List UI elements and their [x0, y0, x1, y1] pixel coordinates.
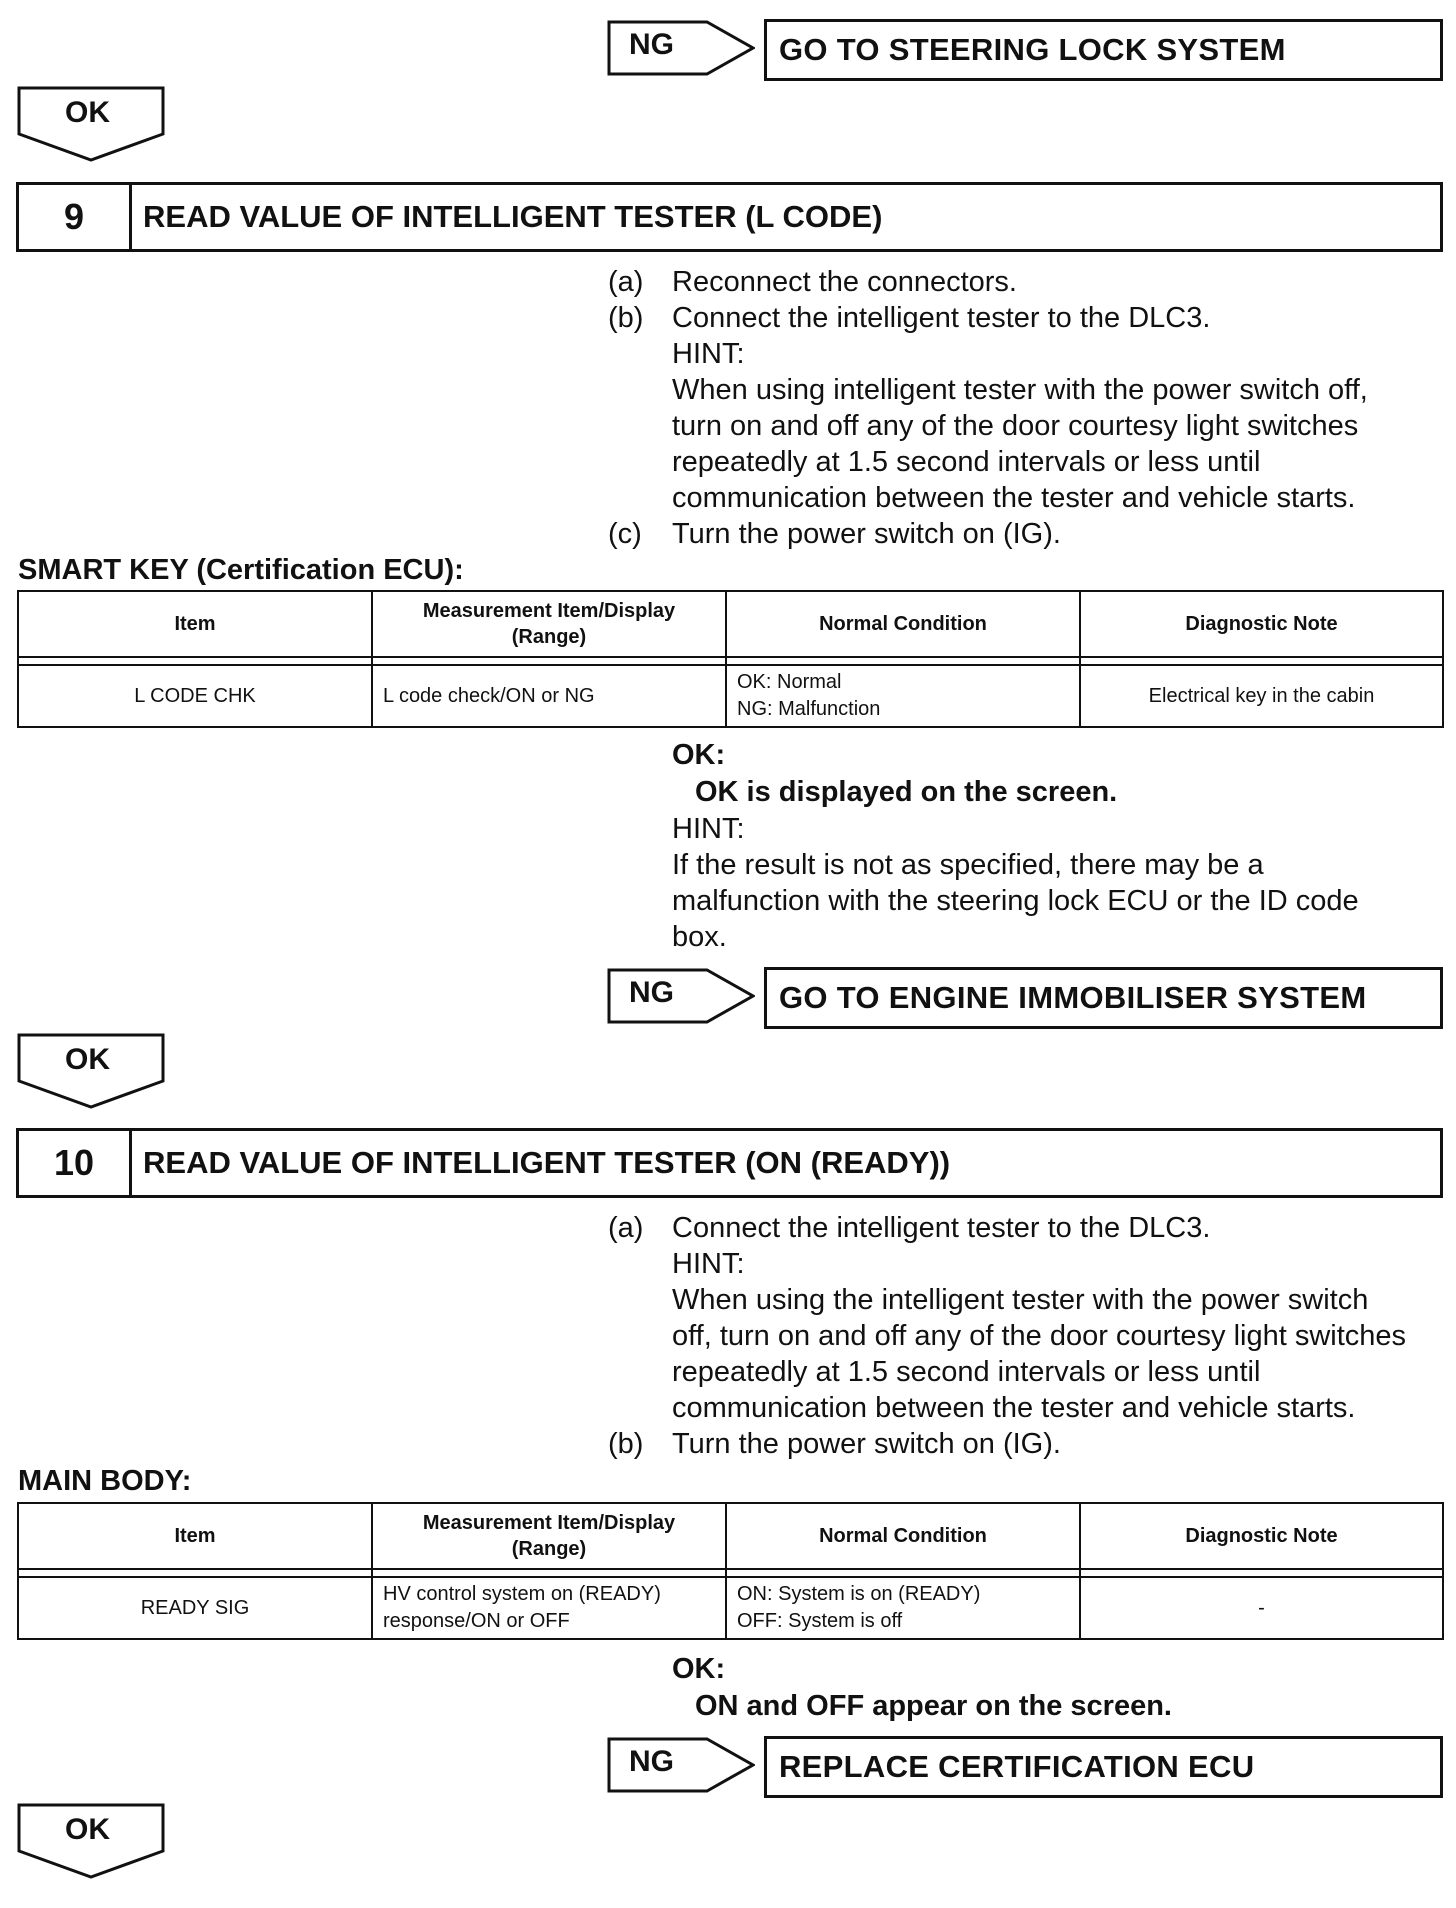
ok-label: OK: [65, 1813, 110, 1846]
header-line: Measurement Item/Display: [422, 1512, 676, 1534]
step9-hint-line: repeatedly at 1.5 second intervals or less until: [672, 446, 1261, 478]
step9-hint2-label: HINT:: [672, 813, 745, 845]
ng-label: NG: [629, 976, 674, 1009]
main-body-table-title: MAIN BODY:: [18, 1465, 192, 1497]
table-row: [18, 1577, 1443, 1639]
table-header-row: [18, 591, 1443, 657]
step9-hint-label: HINT:: [672, 338, 745, 370]
ng-label: NG: [629, 1745, 674, 1778]
step-10-header: [16, 1128, 1443, 1198]
step10-hint-line: off, turn on and off any of the door courtesy light switches: [672, 1320, 1407, 1352]
step9-b-text: Connect the intelligent tester to the DLC3.: [672, 302, 1211, 334]
step9-hint2-line: If the result is not as specified, there may be a: [672, 849, 1264, 881]
step9-b-label: (b): [608, 302, 644, 334]
ng-label: NG: [629, 28, 674, 61]
table-row: [18, 665, 1443, 727]
col-note-header: Diagnostic Note: [1080, 1503, 1443, 1569]
cell-line: HV control system on (READY): [383, 1583, 661, 1605]
ok-label: OK: [65, 1043, 110, 1076]
ng-arrow-1: [607, 20, 755, 76]
cell-line: ON: System is on (READY): [737, 1583, 981, 1605]
step10-b-label: (b): [608, 1428, 644, 1460]
step9-hint-line: When using intelligent tester with the power switch off,: [672, 374, 1368, 406]
step9-hint-line: communication between the tester and vehicle starts.: [672, 482, 1356, 514]
step10-a-label: (a): [608, 1212, 644, 1244]
step10-ok-text: ON and OFF appear on the screen.: [695, 1690, 1172, 1722]
col-measurement-header: [372, 1503, 726, 1569]
header-line: Measurement Item/Display: [422, 600, 676, 622]
step9-ok-text: OK is displayed on the screen.: [695, 776, 1118, 808]
cell-normal: [726, 665, 1080, 727]
step9-c-label: (c): [608, 518, 642, 550]
cell-line: OK: Normal: [737, 671, 842, 693]
step9-hint2-line: malfunction with the steering lock ECU or the ID code: [672, 885, 1359, 917]
ng-result-text: GO TO STEERING LOCK SYSTEM: [779, 32, 1286, 67]
ok-arrow-2: [17, 1033, 165, 1109]
ng-result-replace-ecu[interactable]: [764, 1736, 1443, 1798]
col-measurement-header: [372, 591, 726, 657]
step10-hint-line: repeatedly at 1.5 second intervals or less until: [672, 1356, 1261, 1388]
step9-c-text: Turn the power switch on (IG).: [672, 518, 1061, 550]
col-normal-header: Normal Condition: [726, 1503, 1080, 1569]
header-line: (Range): [511, 1538, 587, 1560]
col-item-header: Item: [18, 1503, 372, 1569]
ng-arrow-3: [607, 1737, 755, 1793]
col-item-header: Item: [18, 591, 372, 657]
ok-arrow-3: [17, 1803, 165, 1879]
step9-ok-label: OK:: [672, 739, 726, 771]
step10-ok-label: OK:: [672, 1653, 726, 1685]
step9-a-label: (a): [608, 266, 644, 298]
step-title: READ VALUE OF INTELLIGENT TESTER (ON (READY)): [143, 1145, 951, 1180]
step-9-header: [16, 182, 1443, 252]
ng-result-steering-lock[interactable]: [764, 19, 1443, 81]
ng-arrow-2: [607, 968, 755, 1024]
step-number: 9: [19, 185, 132, 249]
step-title: READ VALUE OF INTELLIGENT TESTER (L CODE): [143, 199, 883, 234]
ok-arrow-1: [17, 86, 165, 162]
cell-line: OFF: System is off: [737, 1610, 903, 1632]
cell-note: Electrical key in the cabin: [1080, 665, 1443, 727]
step9-hint-line: turn on and off any of the door courtesy light switches: [672, 410, 1359, 442]
step10-b-text: Turn the power switch on (IG).: [672, 1428, 1061, 1460]
step9-a-text: Reconnect the connectors.: [672, 266, 1017, 298]
col-note-header: Diagnostic Note: [1080, 591, 1443, 657]
ok-label: OK: [65, 96, 110, 129]
header-line: (Range): [511, 626, 587, 648]
ng-result-immobiliser[interactable]: [764, 967, 1443, 1029]
cell-normal: [726, 1577, 1080, 1639]
table-header-row: [18, 1503, 1443, 1569]
step10-a-text: Connect the intelligent tester to the DLC3.: [672, 1212, 1211, 1244]
cell-line: NG: Malfunction: [737, 698, 881, 720]
smart-key-table: [17, 590, 1444, 728]
cell-measurement: L code check/ON or NG: [372, 665, 726, 727]
ng-result-text: GO TO ENGINE IMMOBILISER SYSTEM: [779, 980, 1367, 1015]
step10-hint-line: When using the intelligent tester with the power switch: [672, 1284, 1369, 1316]
ng-result-text: REPLACE CERTIFICATION ECU: [779, 1749, 1255, 1784]
cell-item: L CODE CHK: [18, 665, 372, 727]
step10-hint-label: HINT:: [672, 1248, 745, 1280]
cell-note: -: [1080, 1577, 1443, 1639]
step10-hint-line: communication between the tester and vehicle starts.: [672, 1392, 1356, 1424]
main-body-table: [17, 1502, 1444, 1640]
col-normal-header: Normal Condition: [726, 591, 1080, 657]
step9-hint2-line: box.: [672, 921, 727, 953]
step-number: 10: [19, 1131, 132, 1195]
cell-line: response/ON or OFF: [383, 1610, 570, 1632]
cell-item: READY SIG: [18, 1577, 372, 1639]
smart-key-table-title: SMART KEY (Certification ECU):: [18, 554, 464, 586]
cell-measurement: [372, 1577, 726, 1639]
